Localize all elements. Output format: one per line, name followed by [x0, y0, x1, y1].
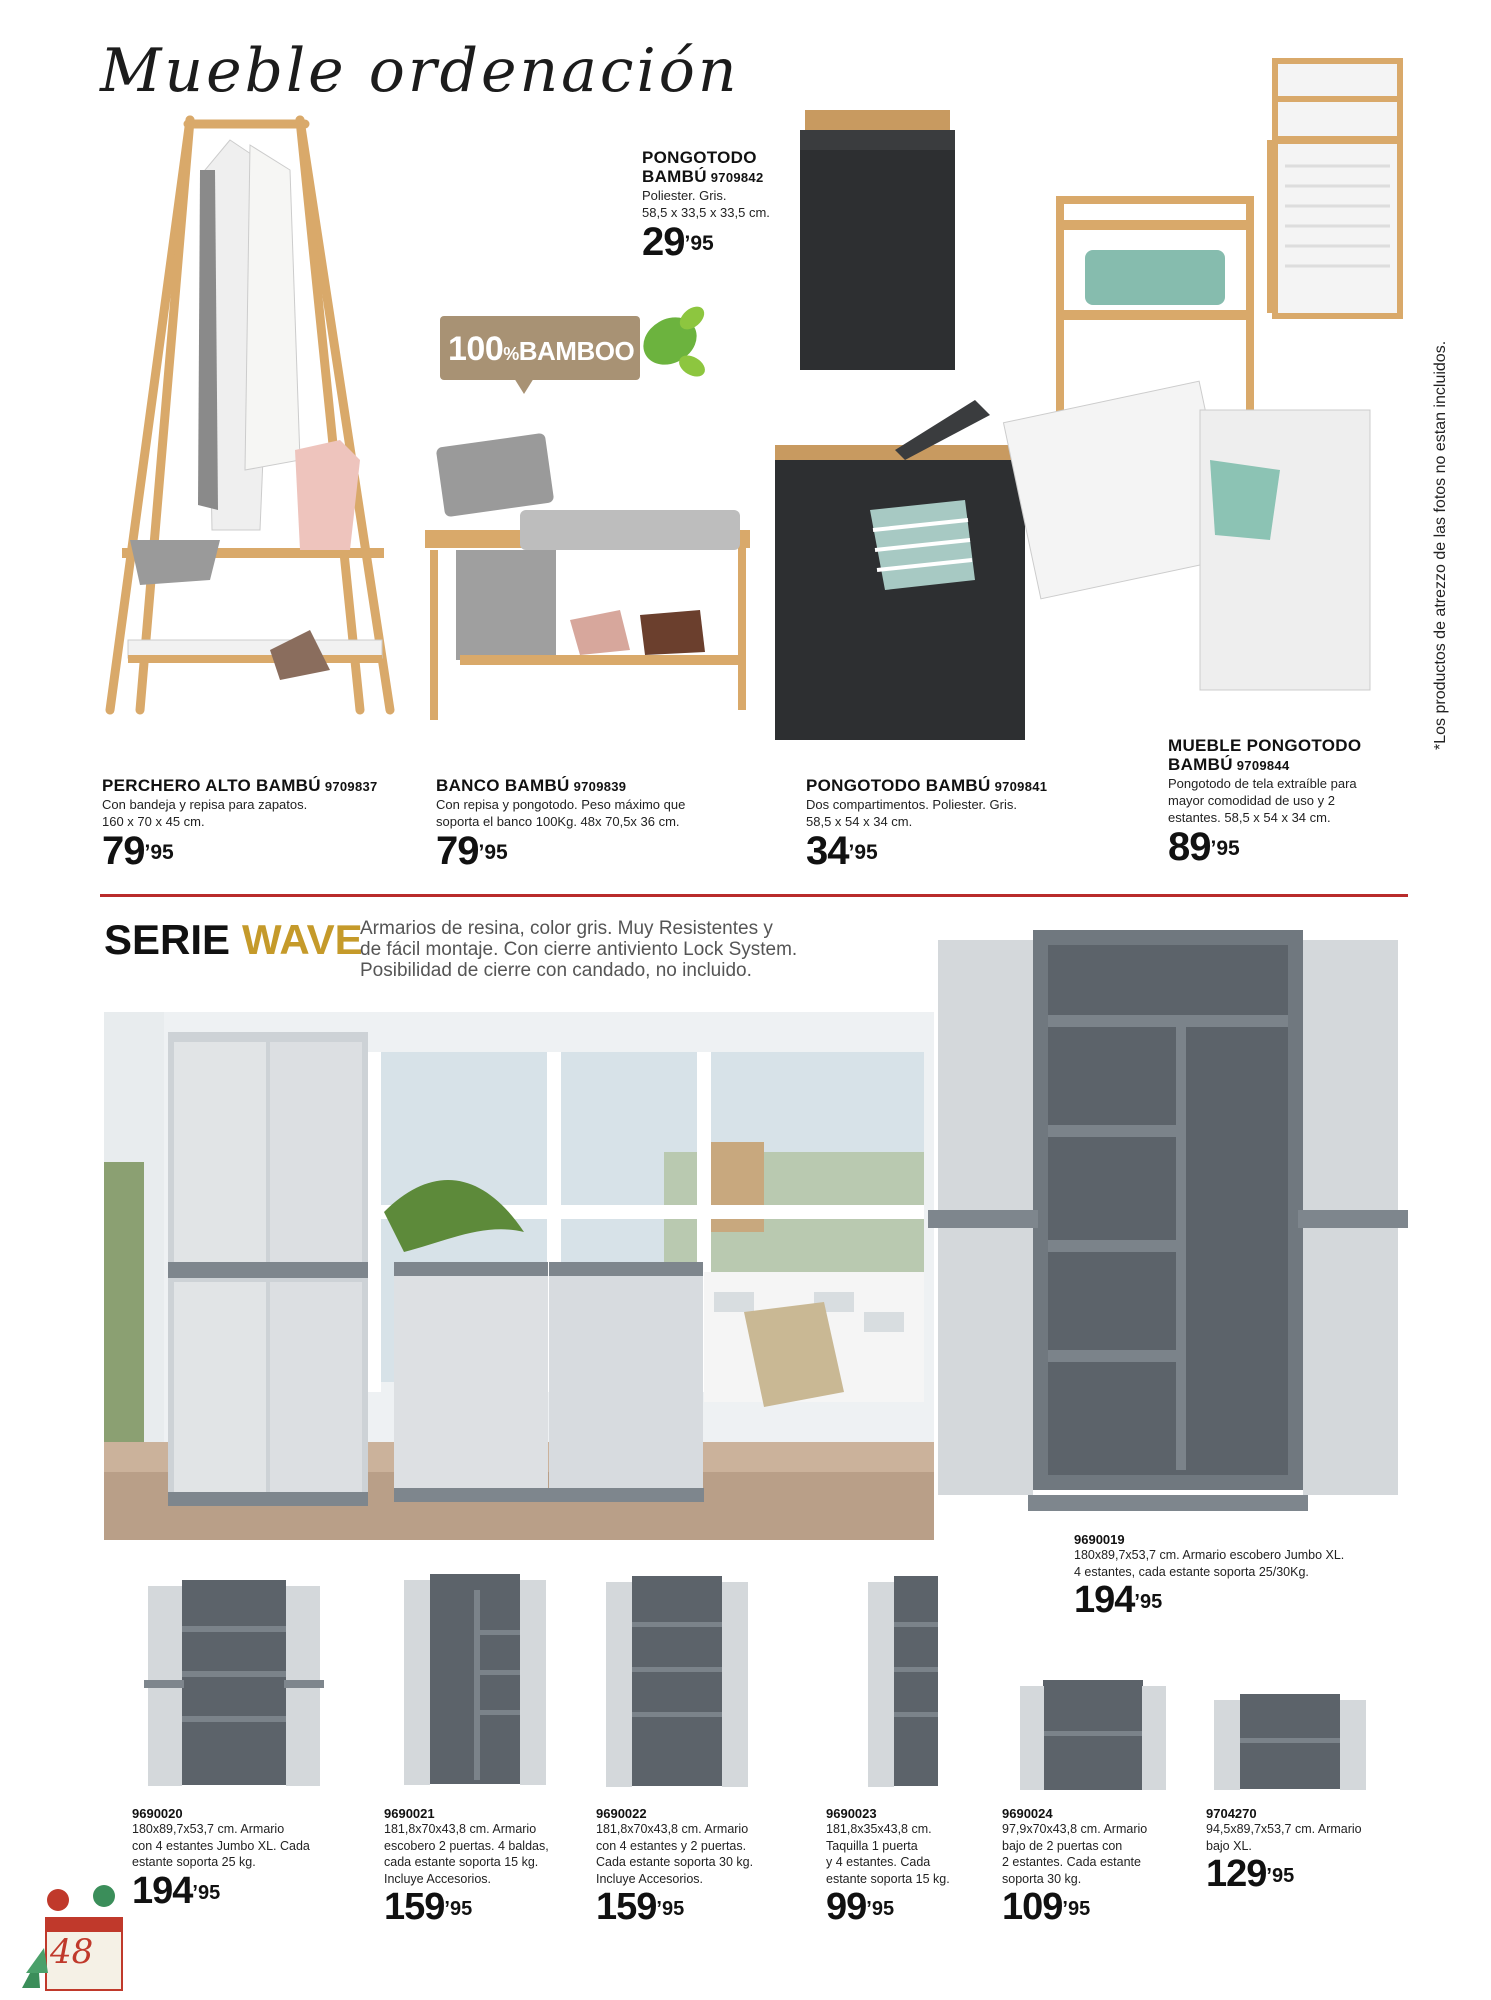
serie-label: SERIE [104, 916, 231, 963]
sku-price: $194^{’95}$ [1074, 1579, 1163, 1621]
sku: 9704270 [1206, 1806, 1257, 1821]
product-name: PERCHERO ALTO BAMBÚ 9709837 [102, 776, 378, 795]
product-desc: Dos compartimentos. Poliester. Gris. [806, 797, 1017, 812]
product-dimensions: estantes. 58,5 x 54 x 34 cm. [1168, 810, 1331, 825]
sku-desc: con 4 estantes y 2 puertas. [596, 1838, 747, 1853]
product-banco [436, 776, 756, 872]
sku-price: $129^{’95}$ [1206, 1853, 1295, 1895]
page-number: 48 [50, 1932, 94, 1972]
product-code: 9709841 [994, 779, 1048, 794]
sku: 9690020 [132, 1806, 183, 1821]
bamboo-badge-tail [514, 378, 534, 394]
sku-price: $159^{’95}$ [384, 1886, 473, 1928]
wave-item-4 [826, 1806, 996, 1927]
product-desc: Poliester. Gris. [642, 188, 727, 203]
product-desc: Con repisa y pongotodo. Peso máximo que [436, 797, 686, 812]
sku: 9690024 [1002, 1806, 1053, 1821]
sku-desc: cada estante soporta 15 kg. [384, 1855, 539, 1869]
sku-desc: estante soporta 15 kg. [826, 1871, 950, 1886]
serie-desc-line2: de fácil montaje. Con cierre antiviento Lock System. [360, 939, 798, 960]
bamboo-badge-text [448, 330, 634, 369]
product-price: $29^{’95}$ [642, 220, 714, 264]
product-dimensions: 58,5 x 54 x 34 cm. [806, 814, 913, 829]
product-desc: Pongotodo de tela extraíble para [1168, 776, 1357, 791]
sku: 9690021 [384, 1806, 435, 1821]
product-code: 9709844 [1236, 758, 1290, 773]
section-divider [100, 894, 1408, 897]
product-dimensions: soporta el banco 100Kg. 48x 70,5x 36 cm. [436, 814, 680, 829]
wave-item-2 [384, 1806, 584, 1927]
product-name-line2: BAMBÚ 9709842 [642, 167, 764, 186]
sku-desc: 2 estantes. Cada estante [1002, 1855, 1141, 1869]
wave-item-3 [596, 1806, 796, 1927]
sku-price: $99^{’95}$ [826, 1886, 895, 1928]
wave-scene-photo [104, 1012, 934, 1540]
product-code: 9709837 [324, 779, 378, 794]
product-name: PONGOTODO [642, 148, 757, 167]
product-pongotodo-double [806, 776, 1106, 872]
wave-item-image-1 [144, 1576, 324, 1791]
product-dimensions: 160 x 70 x 45 cm. [102, 814, 205, 829]
leaf-icon [630, 296, 710, 386]
product-code: 9709842 [710, 170, 764, 185]
product-name: MUEBLE PONGOTODO [1168, 736, 1362, 755]
product-price: $79^{’95}$ [102, 829, 174, 873]
serie-heading [104, 916, 363, 964]
product-code: 9709839 [573, 779, 627, 794]
hamper-double-image [765, 390, 1035, 750]
wave-item-1 [132, 1806, 362, 1911]
sku-desc: 181,8x70x43,8 cm. Armario [596, 1822, 749, 1836]
sku-price: $194^{’95}$ [132, 1869, 221, 1912]
sku-price: $159^{’95}$ [596, 1886, 685, 1928]
bamboo-badge [440, 316, 682, 406]
bamboo-bench-image [420, 420, 760, 720]
product-desc: Con bandeja y repisa para zapatos. [102, 797, 308, 812]
sku: 9690023 [826, 1806, 877, 1821]
bamboo-badge-percent: % [503, 344, 519, 364]
serie-name: WAVE [242, 916, 363, 963]
sku-desc: con 4 estantes Jumbo XL. Cada [132, 1838, 310, 1853]
sku-desc: estante soporta 25 kg. [132, 1855, 256, 1869]
sku-desc: y 4 estantes. Cada [826, 1855, 931, 1869]
sku-price: $109^{’95}$ [1002, 1886, 1091, 1928]
wave-item-image-5 [1018, 1676, 1168, 1796]
clothes-rack-image [100, 110, 410, 760]
sku-desc: 181,8x35x43,8 cm. [826, 1822, 932, 1836]
wave-featured-info [1074, 1532, 1414, 1620]
page-title: Mueble ordenación [100, 36, 740, 106]
hamper-small-image [790, 100, 970, 380]
sku-desc-line2: 4 estantes, cada estante soporta 25/30Kg. [1074, 1564, 1309, 1579]
sku-desc: bajo XL. [1206, 1838, 1252, 1853]
sku-desc: 180x89,7x53,7 cm. Armario [132, 1822, 285, 1836]
serie-description [360, 918, 880, 981]
product-name: PONGOTODO BAMBÚ 9709841 [806, 776, 1048, 795]
product-price: $89^{’95}$ [1168, 825, 1240, 869]
sku-desc: Taquilla 1 puerta [826, 1838, 918, 1853]
wave-featured-wardrobe [928, 920, 1408, 1520]
wave-item-image-3 [602, 1572, 752, 1792]
wave-item-5 [1002, 1806, 1192, 1927]
wave-item-6 [1206, 1806, 1406, 1894]
side-note [1410, 190, 1449, 750]
wave-item-image-6 [1210, 1690, 1370, 1795]
sku: 9690019 [1074, 1532, 1125, 1547]
bamboo-badge-word: BAMBOO [518, 336, 635, 366]
wave-item-image-2 [400, 1570, 550, 1790]
sku-desc: 97,9x70x43,8 cm. Armario [1002, 1822, 1148, 1836]
bamboo-badge-number: 100 [448, 330, 504, 368]
wave-item-image-4 [864, 1572, 944, 1792]
sku-desc: Incluye Accesorios. [596, 1871, 703, 1886]
sku-desc-line1: 180x89,7x53,7 cm. Armario escobero Jumbo XL. [1074, 1548, 1345, 1562]
serie-desc-line3: Posibilidad de cierre con candado, no incluido. [360, 960, 752, 981]
product-pongotodo-small [642, 148, 812, 263]
product-name: BANCO BAMBÚ 9709839 [436, 776, 627, 795]
bamboo-tall-cabinet-image [1270, 56, 1405, 326]
sku-desc: Incluye Accesorios. [384, 1871, 491, 1886]
product-price: $34^{’95}$ [806, 829, 878, 873]
sku-desc: Cada estante soporta 30 kg. [596, 1855, 754, 1869]
sku-desc: bajo de 2 puertas con [1002, 1838, 1123, 1853]
product-dimensions: 58,5 x 33,5 x 33,5 cm. [642, 205, 770, 220]
serie-desc-line1: Armarios de resina, color gris. Muy Resistentes y [360, 918, 773, 939]
sku: 9690022 [596, 1806, 647, 1821]
product-perchero [102, 776, 402, 872]
sku-desc: soporta 30 kg. [1002, 1871, 1082, 1886]
product-name-line2: BAMBÚ 9709844 [1168, 755, 1290, 774]
side-note-text: *Los productos de atrezzo de las fotos no estan incluidos. [1432, 340, 1449, 750]
product-price: $79^{’95}$ [436, 829, 508, 873]
sku-desc: 94,5x89,7x53,7 cm. Armario [1206, 1822, 1362, 1836]
product-desc-line2: mayor comodidad de uso y 2 [1168, 793, 1335, 808]
sku-desc: escobero 2 puertas. 4 baldas, [384, 1838, 549, 1853]
product-mueble-pongotodo [1168, 736, 1398, 868]
sku-desc: 181,8x70x43,8 cm. Armario [384, 1822, 537, 1836]
